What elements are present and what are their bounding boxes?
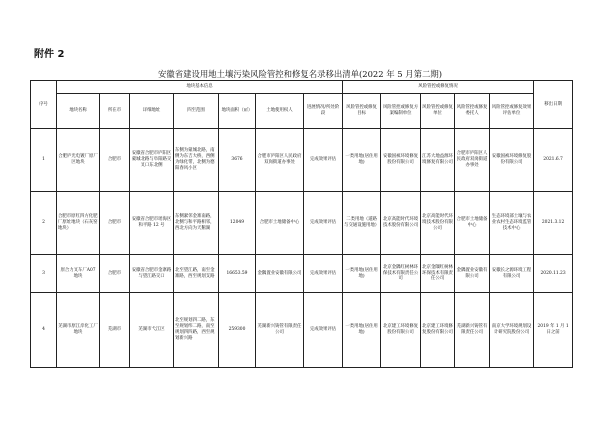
header-site-name: 地块名称 xyxy=(57,94,100,129)
cell-removal-date: 2020.11.23 xyxy=(534,255,573,293)
table-row xyxy=(31,192,573,255)
cell-boundary: 东侧为蒙城北路，南侧为东吉大桥，西侧为绿化带，北侧为德阳春风小区 xyxy=(174,129,219,192)
table-row xyxy=(31,293,573,368)
cell-area: 3676 xyxy=(219,129,256,192)
header-eval-unit: 风险管控或修复效果评估单位 xyxy=(490,94,534,129)
cell-removal-date: 2021.3.12 xyxy=(534,192,573,255)
cell-client: 芜湖新兴铸管有限责任公司 xyxy=(455,293,490,368)
cell-impl-unit: 北京金隅红树林环保技术有限责任公司 xyxy=(421,255,455,293)
cell-plan-unit: 北京建工环境修复股份有限公司 xyxy=(381,293,421,368)
cell-boundary: 北至规划四二路，东至规划纬二路，南至规划四四路，西至规划新兴路 xyxy=(174,293,219,368)
cell-goal: 一类用地(居住用地) xyxy=(343,293,381,368)
cell-plan-unit: 安徽国祯环境修复股份有限公司 xyxy=(381,129,421,192)
cell-seq: 3 xyxy=(31,255,57,293)
cell-land-right: 金隅置业安徽有限公司 xyxy=(256,255,304,293)
removal-list-table xyxy=(30,80,573,368)
cell-seq: 2 xyxy=(31,192,57,255)
cell-site-name: 合肥庐光电镀厂原厂区地块 xyxy=(57,129,100,192)
cell-area: 12049 xyxy=(219,192,256,255)
cell-address: 安徽省合肥市金寨路与望江路交口 xyxy=(130,255,174,293)
cell-removal-date: 2019 年 1 月 1 日之前 xyxy=(534,293,573,368)
header-boundary: 四至范围 xyxy=(174,94,219,129)
header-impl-unit: 风险管控或修复单位 xyxy=(421,94,455,129)
document-title: 安徽省建设用地土壤污染风险管控和修复名录移出清单(2022 年 5 月第二期) xyxy=(157,69,443,79)
cell-goal: 一类用地(居住用地) xyxy=(343,255,381,293)
cell-city: 合肥市 xyxy=(100,129,130,192)
header-city: 所在市 xyxy=(100,94,130,129)
cell-progress: 完成效果评估 xyxy=(304,129,343,192)
table-row xyxy=(31,129,573,192)
header-progress: 进展情况/所处阶段 xyxy=(304,94,343,129)
cell-removal-date: 2021.6.7 xyxy=(534,129,573,192)
header-land-right: 土地使用权人 xyxy=(256,94,304,129)
cell-seq: 4 xyxy=(31,293,57,368)
cell-client: 合肥市土地储备中心 xyxy=(455,192,490,255)
cell-eval-unit: 生态环境部土壤与农业农村生态环境监管技术中心 xyxy=(490,192,534,255)
header-seq: 序号 xyxy=(31,81,57,129)
cell-area: 259300 xyxy=(219,293,256,368)
header-group-basic-info: 地块基本信息 xyxy=(57,81,343,94)
cell-client: 合肥市庐阳区人民政府双岗街道办事处 xyxy=(455,129,490,192)
cell-eval-unit: 安徽国祯环境修复股份有限公司 xyxy=(490,129,534,192)
cell-impl-unit: 江苏大地益源环境修复有限公司 xyxy=(421,129,455,192)
cell-site-name: 原合力叉车厂A07 地块 xyxy=(57,255,100,293)
cell-land-right: 合肥市庐阳区人民政府双岗街道办事处 xyxy=(256,129,304,192)
header-client: 风险管控或修复委托人 xyxy=(455,94,490,129)
cell-progress: 完成效果评估 xyxy=(304,255,343,293)
table-row xyxy=(31,255,573,293)
cell-boundary: 东侧紧邻金寨南路，北侧与和平路相邻，西北方向为天鹅湖 xyxy=(174,192,219,255)
cell-eval-unit: 安徽长之源环境工程有限公司 xyxy=(490,255,534,293)
cell-eval-unit: 南京大学环境规划设计研究院股份公司 xyxy=(490,293,534,368)
cell-boundary: 北至望江路，南至金寨路，西至规划支路 xyxy=(174,255,219,293)
cell-city: 合肥市 xyxy=(100,255,130,293)
header-group-status: 风险管控或修复情况 xyxy=(343,81,534,94)
cell-site-name: 合肥市原红四方化肥厂原址地块（石灰窑地块） xyxy=(57,192,100,255)
cell-area: 16653.59 xyxy=(219,255,256,293)
cell-impl-unit: 北京建工环境修复股份有限公司 xyxy=(421,293,455,368)
cell-address: 安徽省合肥市庐阳区蒙城北路与阜阳路交叉口东北侧 xyxy=(130,129,174,192)
cell-city: 芜湖市 xyxy=(100,293,130,368)
cell-land-right: 合肥市土地储备中心 xyxy=(256,192,304,255)
cell-address: 芜湖市弋江区 xyxy=(130,293,174,368)
cell-seq: 1 xyxy=(31,129,57,192)
cell-impl-unit: 北京高能时代环境技术股份有限公司 xyxy=(421,192,455,255)
cell-progress: 完成效果评估 xyxy=(304,192,343,255)
cell-site-name: 芜湖市原江岸化工厂地块 xyxy=(57,293,100,368)
cell-client: 金隅置业安徽有限公司 xyxy=(455,255,490,293)
header-address: 详细地址 xyxy=(130,94,174,129)
header-plan-unit: 风险管控或修复方案编制单位 xyxy=(381,94,421,129)
cell-plan-unit: 北京高能时代环境技术股份有限公司 xyxy=(381,192,421,255)
cell-address: 安徽省合肥市瑶海区和平路 12 号 xyxy=(130,192,174,255)
attachment-label: 附件 2 xyxy=(34,49,65,60)
cell-goal: 一类用地(居住用地) xyxy=(343,129,381,192)
cell-goal: 二类用地（道路与交通设施用地） xyxy=(343,192,381,255)
cell-progress: 完成效果评估 xyxy=(304,293,343,368)
header-removal-date: 移出日期 xyxy=(534,81,573,129)
cell-plan-unit: 北京金隅红树林环保技术有限责任公司 xyxy=(381,255,421,293)
cell-land-right: 芜湖新兴铸管有限责任公司 xyxy=(256,293,304,368)
cell-city: 合肥市 xyxy=(100,192,130,255)
header-goal: 风险管控或修复目标 xyxy=(343,94,381,129)
header-area: 地块面积（㎡） xyxy=(219,94,256,129)
